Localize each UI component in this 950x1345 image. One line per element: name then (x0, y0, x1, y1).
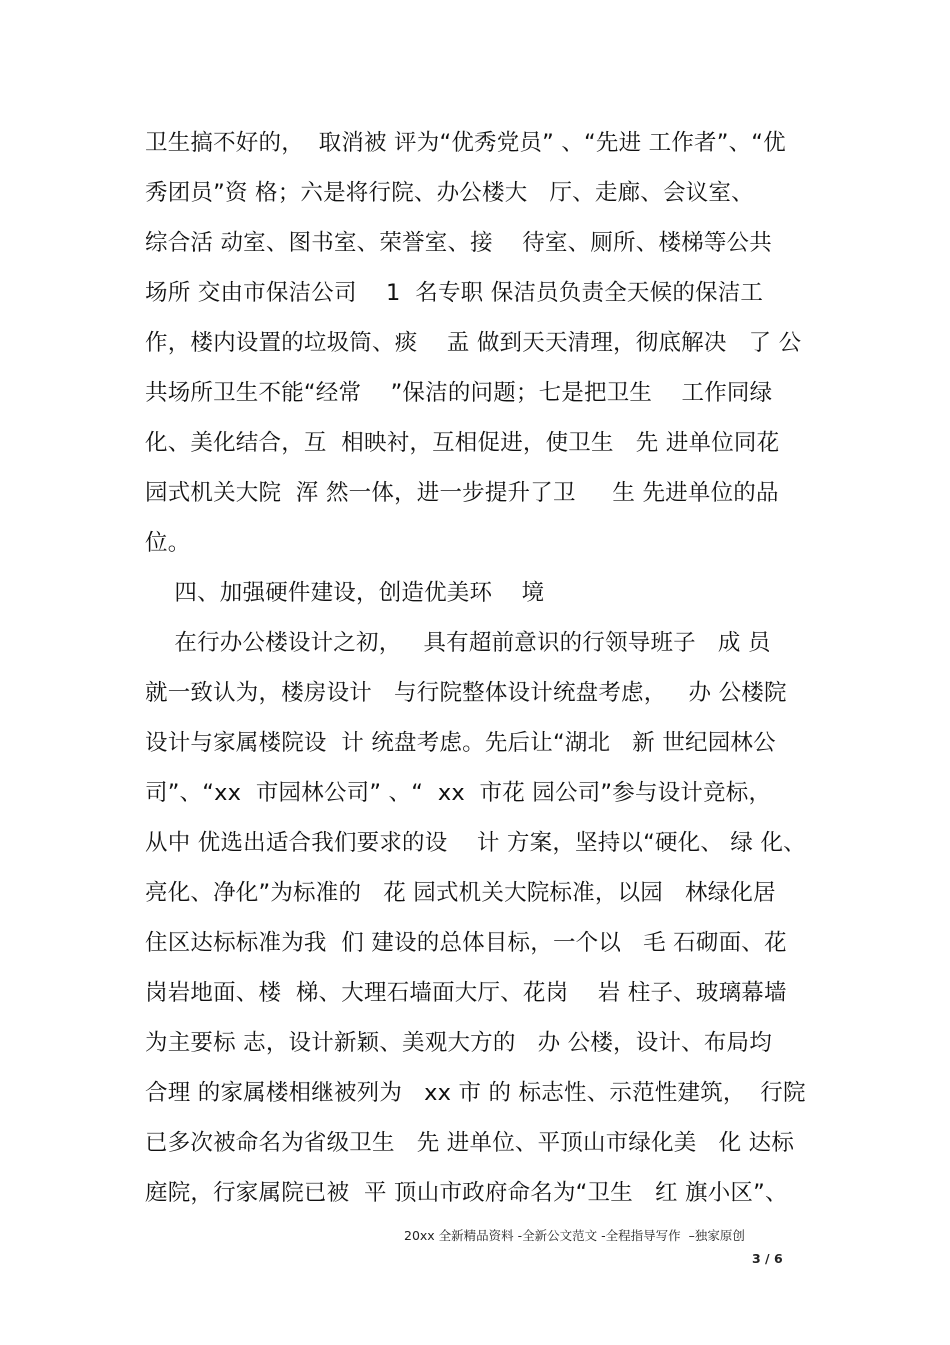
text-line: 综合活 动室、图书室、荣誉室、接 待室、厕所、楼梯等公共 (145, 230, 772, 256)
footer-note: 20xx 全新精品资料 -全新公文范文 -全程指导写作 –独家原创 (404, 1228, 745, 1243)
body-text (145, 118, 815, 1218)
text-line: 合理 的家属楼相继被列为 xx 市 的 标志性、示范性建筑， 行院 (145, 1080, 806, 1106)
text-line: 卫生搞不好的， 取消被 评为“优秀党员” 、“先进 工作者”、“优 (145, 130, 786, 156)
text-line: 园式机关大院 浑 然一体，进一步提升了卫 生 先进单位的品 (145, 480, 779, 506)
text-line: 位。 (145, 530, 191, 556)
text-line: 岗岩地面、楼 梯、大理石墙面大厅、花岗 岩 柱子、玻璃幕墙 (145, 980, 787, 1006)
text-line: 住区达标标准为我 们 建设的总体目标，一个以 毛 石砌面、花 (145, 930, 787, 956)
text-line: 设计与家属楼院设 计 统盘考虑。先后让“湖北 新 世纪园林公 (145, 730, 776, 756)
text-line: 场所 交由市保洁公司 1 名专职 保洁员负责全天候的保洁工 (145, 280, 764, 306)
page-number: 3 / 6 (752, 1251, 783, 1266)
section-heading: 四、加强硬件建设，创造优美环 境 (145, 580, 545, 606)
text-line: 在行办公楼设计之初， 具有超前意识的行领导班子 成 员 (145, 630, 771, 656)
text-line: 就一致认为，楼房设计 与行院整体设计统盘考虑， 办 公楼院 (145, 680, 787, 706)
text-line: 作，楼内设置的垃圾筒、痰 盂 做到天天清理，彻底解决 了 公 (145, 330, 802, 356)
text-line: 司”、“xx 市园林公司” 、“ xx 市花 园公司”参与设计竞标， (145, 780, 772, 806)
text-line: 秀团员”资 格；六是将行院、办公楼大 厅、走廊、会议室、 (145, 180, 754, 206)
text-line: 化、美化结合，互 相映衬，互相促进，使卫生 先 进单位同花 (145, 430, 780, 456)
text-line: 庭院，行家属院已被 平 顶山市政府命名为“卫生 红 旗小区”、 (145, 1180, 788, 1206)
text-line: 已多次被命名为省级卫生 先 进单位、平顶山市绿化美 化 达标 (145, 1130, 795, 1156)
text-line: 亮化、净化”为标准的 花 园式机关大院标准，以园 林绿化居 (145, 880, 776, 906)
text-line: 共场所卫生不能“经常 ”保洁的问题；七是把卫生 工作同绿 (145, 380, 773, 406)
text-line: 为主要标 志，设计新颖、美观大方的 办 公楼，设计、布局均 (145, 1030, 772, 1056)
text-line: 从中 优选出适合我们要求的设 计 方案，坚持以“硬化、 绿 化、 (145, 830, 806, 856)
